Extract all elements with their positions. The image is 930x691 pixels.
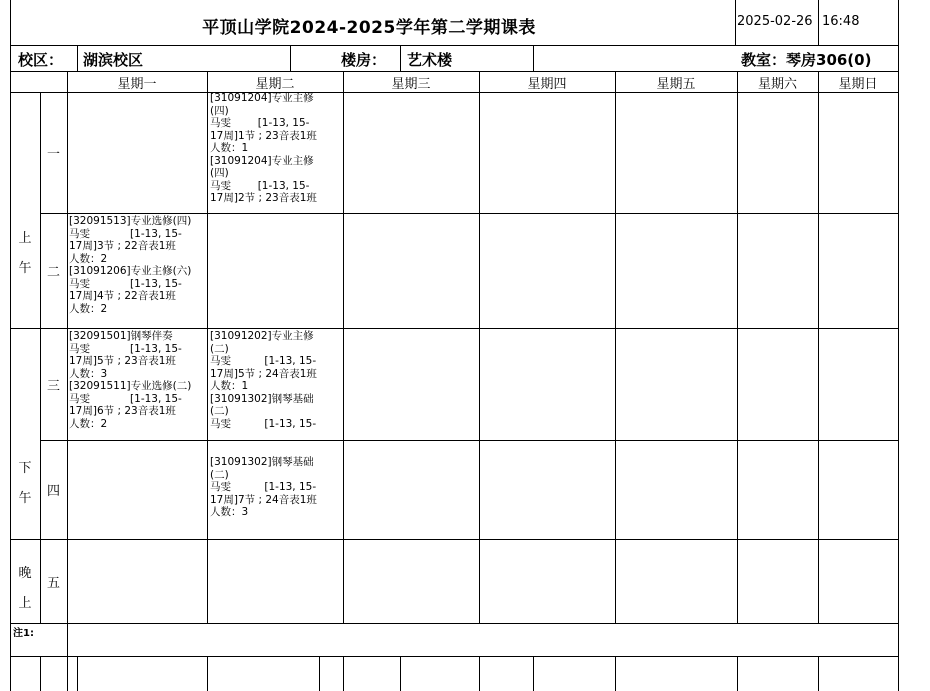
course-cell-r2-mon[interactable]: [32091513]专业选修(四) 马雯 [1-13, 15- 17周]3节 ; 22音表1班 人数：2 [31091206]专业主修(六) 马雯 [1-13, 15- 17周]4节 ; 22音表1班 人数：2 bbox=[69, 215, 192, 315]
campus-label: 校区： bbox=[18, 51, 64, 69]
day-header-thu: 星期四 bbox=[527, 77, 567, 92]
room-label: 教室：琴房306(0) bbox=[741, 51, 872, 69]
print-date: 2025-02-26 bbox=[737, 14, 813, 29]
course-cell-r1-tue[interactable]: [31091204]专业主修 (四) 马雯 [1-13, 15- 17周]1节 ; 23音表1班 人数：1 [31091204]专业主修 (四) 马雯 [1-13, 15- 17周]2节 ; 23音表1班 bbox=[210, 92, 317, 204]
slot-2: 二 bbox=[46, 265, 60, 280]
course-cell-r4-tue[interactable]: [31091302]钢琴基础 (二) 马雯 [1-13, 15- 17周]7节 ; 24音表1班 人数：3 bbox=[210, 456, 317, 518]
building-label: 楼房： bbox=[341, 51, 387, 69]
print-time: 16:48 bbox=[822, 14, 860, 29]
note-label: 注1: bbox=[13, 628, 34, 639]
section-afternoon: 下 午 bbox=[18, 461, 32, 506]
building-value: 艺术楼 bbox=[407, 51, 453, 69]
slot-1: 一 bbox=[46, 147, 60, 162]
slot-3: 三 bbox=[46, 378, 60, 394]
campus-value: 湖滨校区 bbox=[83, 51, 144, 69]
section-morning: 上 午 bbox=[18, 231, 32, 276]
day-header-sat: 星期六 bbox=[757, 77, 797, 92]
course-cell-r3-tue[interactable]: [31091202]专业主修 (二) 马雯 [1-13, 15- 17周]5节 ; 24音表1班 人数：1 [31091302]钢琴基础 (二) 马雯 [1-13, 15- bbox=[210, 330, 317, 430]
day-header-tue: 星期二 bbox=[255, 77, 295, 92]
slot-5: 五 bbox=[46, 575, 60, 591]
day-header-mon: 星期一 bbox=[117, 77, 157, 92]
section-evening: 晚 上 bbox=[18, 566, 32, 611]
page-title: 平顶山学院2024-2025学年第二学期课表 bbox=[202, 17, 536, 38]
day-header-wed: 星期三 bbox=[391, 77, 431, 92]
course-cell-r3-mon[interactable]: [32091501]钢琴伴奏 马雯 [1-13, 15- 17周]5节 ; 23音表1班 人数：3 [32091511]专业选修(二) 马雯 [1-13, 15- 17周]6节 ; 23音表1班 人数：2 bbox=[69, 330, 192, 430]
slot-4: 四 bbox=[46, 484, 60, 499]
day-header-sun: 星期日 bbox=[838, 77, 878, 92]
day-header-fri: 星期五 bbox=[656, 77, 696, 92]
